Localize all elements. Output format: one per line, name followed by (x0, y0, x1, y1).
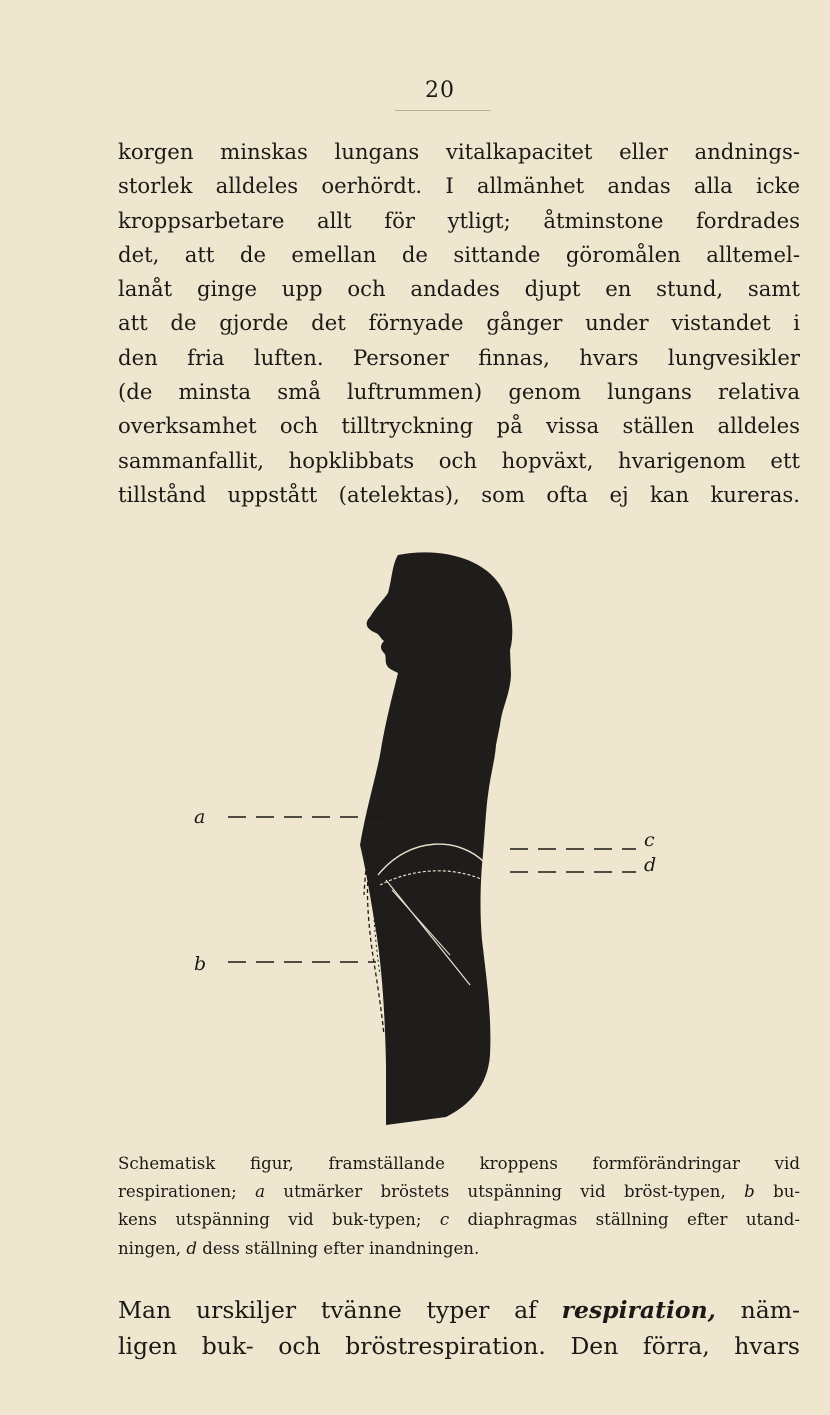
paragraph-2 (118, 1292, 800, 1364)
caption-letter-b: b (744, 1182, 755, 1202)
text-run: näm- (715, 1296, 800, 1324)
page-number: 20 (425, 78, 455, 103)
caption-text: diaphragmas ställning efter utand- (449, 1210, 800, 1230)
text-line: kroppsarbetare allt för ytligt; åtminstone fordrades (118, 207, 800, 233)
caption-letter-a: a (255, 1182, 266, 1202)
caption-letter-c: c (439, 1210, 450, 1230)
text-line: korgen minskas lungans vitalkapacitet eller andnings- (118, 139, 800, 164)
text-line: den fria luften. Personer finnas, hvars lungvesikler (118, 344, 800, 370)
figure-label-b: b (194, 953, 207, 975)
caption-text: bu- (754, 1182, 800, 1202)
body-silhouette-figure (170, 545, 690, 1130)
text-line (118, 1292, 800, 1328)
text-line: overksamhet och tilltryckning på vissa ställen alldeles (118, 413, 800, 439)
caption-text: respirationen; (118, 1182, 256, 1202)
text-line: ligen buk- och bröstrespiration. Den förra, hvars (118, 1332, 800, 1360)
text-line: lanåt ginge upp och andades djupt en stund, samt (118, 276, 800, 302)
header-rule (395, 110, 490, 111)
text-line: att de gjorde det förnyade gånger under vistandet i (118, 310, 800, 336)
emphasis-respiration: respiration, (561, 1296, 716, 1324)
text-line: tillstånd uppstått (atelektas), som ofta ej kan kureras. (118, 481, 800, 507)
caption-line (118, 1206, 800, 1234)
figure-label-c: c (644, 829, 655, 851)
caption-line (118, 1235, 800, 1263)
caption-line (118, 1178, 800, 1206)
caption-text: utmärker bröstets utspänning vid bröst-typen, (265, 1182, 745, 1202)
caption-text: dess ställning efter inandningen. (197, 1238, 480, 1258)
figure-label-a: a (194, 806, 206, 828)
text-line: storlek alldeles oerhördt. I allmänhet andas alla icke (118, 173, 800, 199)
caption-letter-d: d (186, 1238, 197, 1258)
figure-label-d: d (644, 854, 657, 876)
text-line: det, att de emellan de sittande göromålen alltemel- (118, 241, 800, 267)
paragraph-1 (118, 135, 800, 512)
caption-text: kens utspänning vid buk-typen; (118, 1210, 440, 1230)
figure-caption (118, 1150, 800, 1263)
silhouette-body (360, 552, 512, 1125)
caption-line: Schematisk figur, framställande kroppens formförändringar vid (118, 1154, 800, 1173)
text-line: sammanfallit, hopklibbats och hopväxt, hvarigenom ett (118, 447, 800, 473)
text-line: (de minsta små luftrummen) genom lungans relativa (118, 379, 800, 405)
text-run: Man urskiljer tvänne typer af (118, 1296, 562, 1324)
caption-text: ningen, (118, 1238, 187, 1258)
